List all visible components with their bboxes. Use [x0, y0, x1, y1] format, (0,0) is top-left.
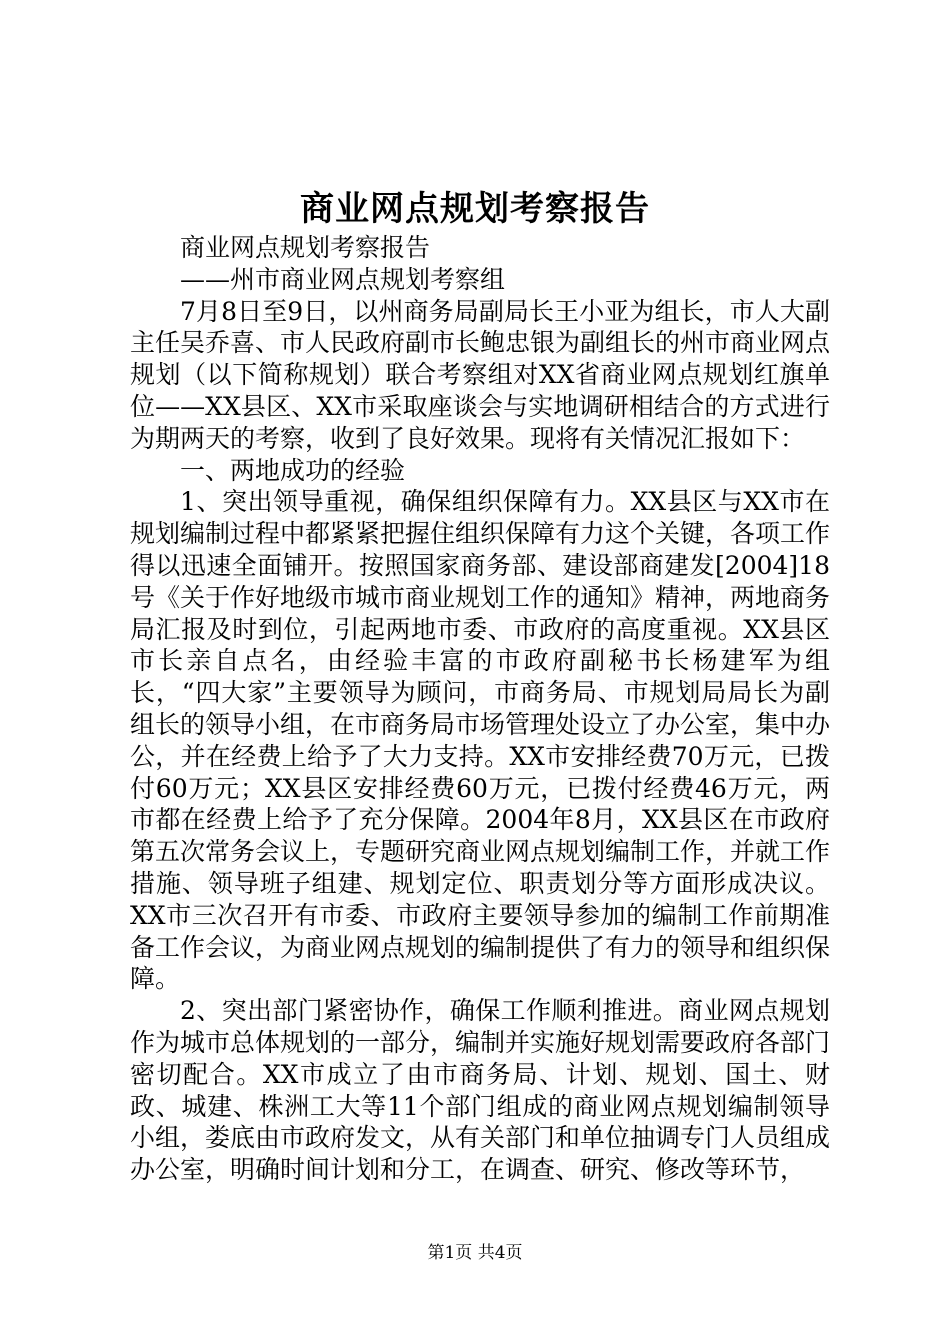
paragraph-point-1: 1、突出领导重视，确保组织保障有力。XX县区与XX市在规划编制过程中都紧紧把握住组织保障有力这个关键，各项工作得以迅速全面铺开。按照国家商务部、建设部商建发[2004]18号《关于作好地级市城市商业规划工作的通知》精神，两地商务局汇报及时到位，引起两地市委、市政府的高度重视。XX县区市长亲自点名，由经验丰富的市政府副秘书长杨建军为组长，“四大家”主要领导为顾问，市商务局、市规划局局长为副组长的领导小组，在市商务局市场管理处设立了办公室，集中办公，并在经费上给予了大力支持。XX市安排经费70万元，已拨付60万元；XX县区安排经费60万元，已拨付经费46万元，两市都在经费上给予了充分保障。2004年8月，XX县区在市政府第五次常务会议上，专题研究商业网点规划编制工作，并就工作措施、领导班子组建、规划定位、职责划分等方面形成决议。XX市三次召开有市委、市政府主要领导参加的编制工作前期准备工作会议，为商业网点规划的编制提供了有力的领导和组织保障。 — [130, 487, 831, 994]
paragraph-intro: 7月8日至9日，以州商务局副局长王小亚为组长，市人大副主任吴乔喜、市人民政府副市长鲍忠银为副组长的州市商业网点规划（以下简称规划）联合考察组对XX省商业网点规划红旗单位——XX县区、XX市采取座谈会与实地调研相结合的方式进行为期两天的考察，收到了良好效果。现将有关情况汇报如下： — [130, 296, 831, 453]
paragraph-author: ——州市商业网点规划考察组 — [180, 264, 506, 294]
document-title: 商业网点规划考察报告 — [300, 189, 650, 229]
paragraph-point-2: 2、突出部门紧密协作，确保工作顺利推进。商业网点规划作为城市总体规划的一部分，编制并实施好规划需要政府各部门密切配合。XX市成立了由市商务局、计划、规划、国土、财政、城建、株洲工大等11个部门组成的商业网点规划编制领导小组，娄底由市政府发文，从有关部门和单位抽调专门人员组成办公室，明确时间计划和分工，在调查、研究、修改等环节， — [130, 996, 831, 1185]
paragraph-subtitle: 商业网点规划考察报告 — [180, 233, 431, 262]
section-heading: 一、两地成功的经验 — [180, 455, 406, 485]
page-footer: 第1页 共4页 — [427, 1243, 523, 1263]
document-body — [130, 232, 830, 1186]
